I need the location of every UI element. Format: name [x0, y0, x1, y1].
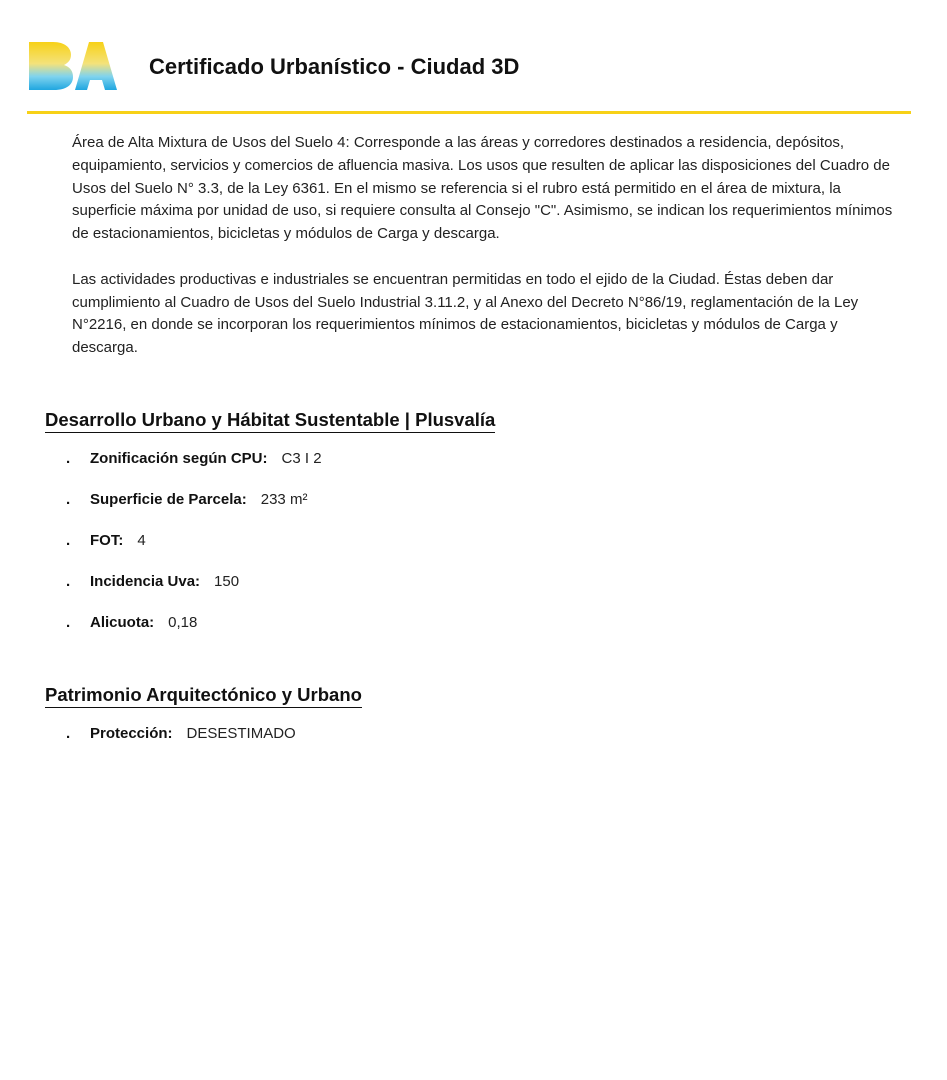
intro-paragraph-2: Las actividades productivas e industriales se encuentran permitidas en todo el ejido de la Ciudad. Éstas deben dar cumplimiento al Cuadro de Usos del Suelo Industrial 3.11.2, y al Anexo del Decreto N°86/19, reglamentación de la Ley N°2216, en donde se incorporan los requerimientos mínimos de estacionamientos, bicicletas y módulos de Carga y descarga.: [72, 270, 859, 357]
bullet: .: [66, 614, 71, 631]
field-value: DESESTIMADO: [186, 725, 296, 742]
bullet: .: [66, 725, 71, 742]
field-proteccion: [66, 725, 296, 766]
section-title-desarrollo: Desarrollo Urbano y Hábitat Sustentable | Plusvalía: [45, 409, 495, 433]
zoning-description: [72, 132, 904, 383]
field-value: C3 I 2: [281, 450, 322, 467]
section-title-patrimonio: Patrimonio Arquitectónico y Urbano: [45, 684, 362, 708]
field-alicuota: [66, 614, 322, 655]
patrimonio-field-list: [66, 725, 296, 766]
field-value: 4: [137, 532, 146, 549]
field-zonificacion: [66, 450, 322, 491]
field-label: Protección:: [90, 725, 173, 742]
field-incidencia-uva: [66, 573, 322, 614]
bullet: .: [66, 491, 71, 508]
field-label: Alicuota:: [90, 614, 155, 631]
field-value: 0,18: [168, 614, 198, 631]
bullet: .: [66, 532, 71, 549]
page-title: Certificado Urbanístico - Ciudad 3D: [149, 54, 520, 79]
field-fot: [66, 532, 322, 573]
field-label: Superficie de Parcela:: [90, 491, 247, 508]
field-label: FOT:: [90, 532, 124, 549]
field-label: Zonificación según CPU:: [90, 450, 268, 467]
intro-paragraph-1: Área de Alta Mixtura de Usos del Suelo 4: Corresponde a las áreas y corredores destinados a residencia, depósitos, equipamiento, servicios y comercios de afluencia masiva. Los usos que resulten de aplicar las disposiciones del Cuadro de Usos del Suelo N° 3.3, de la Ley 6361. En el mismo se referencia si el rubro está permitido en el área de mixtura, la superficie máxima por unidad de uso, si requiere consulta al Consejo "C". Asimismo, se indican los requerimientos mínimos de estacionamientos, bicicletas y módulos de Carga y descarga.: [72, 134, 893, 243]
header-divider: [27, 111, 911, 114]
bullet: .: [66, 573, 71, 590]
bullet: .: [66, 450, 71, 467]
logo-letter-a: [75, 42, 117, 90]
field-label: Incidencia Uva:: [90, 573, 201, 590]
field-value: 150: [214, 573, 240, 590]
field-value: 233 m²: [260, 491, 308, 508]
desarrollo-field-list: [66, 450, 322, 655]
ba-logo: [27, 40, 119, 92]
document-header: [27, 36, 911, 114]
logo-letter-b: [29, 42, 73, 90]
field-superficie-parcela: [66, 491, 322, 532]
